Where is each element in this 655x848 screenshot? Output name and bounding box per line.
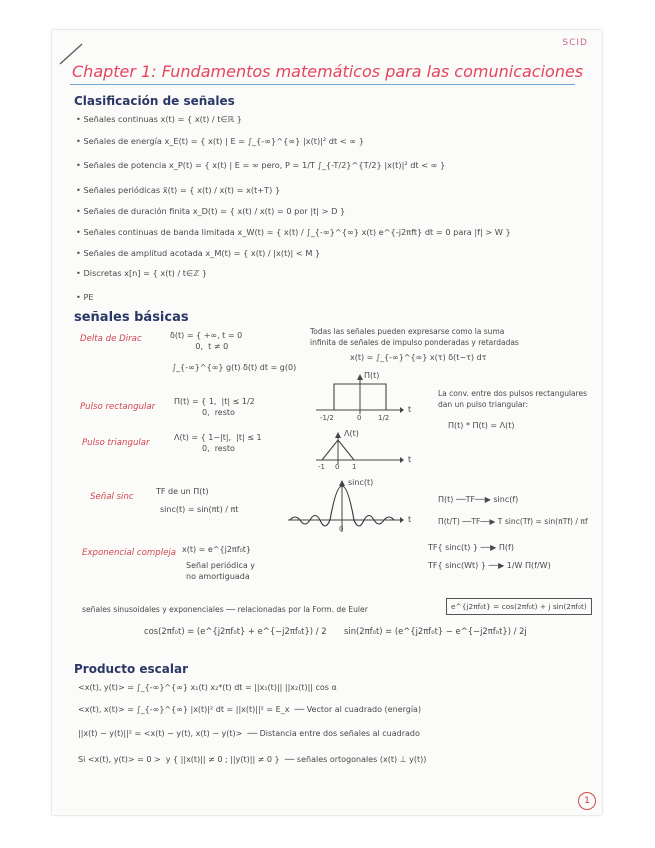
tri-tick-neg: -1 [318,463,325,471]
rect-graph-axis: t [408,405,412,414]
scalar-product-line-3: ||x(t) − y(t)||² = <x(t) − y(t), x(t) − y(t)> ── Distancia entre dos señales al cuadrado [78,729,420,738]
sinc-pair-1: Π(t) ──TF──▶ sinc(f) [438,495,519,504]
sinc-graph-title: sinc(t) [348,478,374,487]
class-item-continuous: • Señales continuas x(t) = { x(t) / t∈ℝ } [76,114,242,124]
sinc-pair-4: TF{ sinc(Wt) } ──▶ 1/W Π(f/W) [428,561,551,570]
conv-note: La conv. entre dos pulsos rectangulares dan un pulso triangular: [438,389,588,409]
class-item-energy: • Señales de energía x_E(t) = { x(t) | E = ∫_{-∞}^{∞} |x(t)|² dt < ∞ } [76,136,364,146]
rect-definition: Π(t) = { 1, |t| ≤ 1/2 0, resto [174,397,255,417]
tri-pulse-graph [314,430,404,472]
sinc-definition: sinc(t) = sin(πt) / πt [160,505,239,514]
class-item-finite-duration: • Señales de duración finita x_D(t) = { x(t) / x(t) = 0 por |t| > D } [76,206,346,216]
sinc-label: Señal sinc [90,492,134,502]
tri-tick-pos: 1 [352,463,357,471]
class-item-power: • Señales de potencia x_P(t) = { x(t) | E = ∞ pero, P = 1/T ∫_{-T/2}^{T/2} |x(t)|² dt < ∞ } [76,160,446,170]
class-item-pe: • PE [76,292,94,302]
sinc-tf-note: TF de un Π(t) [156,487,209,496]
rect-tick-zero: 0 [357,414,362,422]
delta-note: Todas las señales pueden expresarse como la suma infinita de señales de impulso ponderadas y retardadas [310,327,519,347]
sinc-tick-zero: 0 [339,525,344,533]
page-code: SCID [562,38,588,48]
scalar-product-line-4: Si <x(t), y(t)> = 0 > y { ||x(t)|| ≠ 0 ; ||y(t)|| ≠ 0 } ── señales ortogonales (x(t) ⊥ y(t)) [78,755,427,764]
tri-graph-axis: t [408,455,412,464]
scalar-product-line-1: <x(t), y(t)> = ∫_{-∞}^{∞} x₁(t) x₂*(t) dt = ||x₁(t)|| ||x₂(t)|| cos α [78,683,337,692]
class-item-periodic: • Señales periódicas x̃(t) = { x(t) / x(t) = x(t+T) } [76,185,281,195]
title-underline [70,84,575,85]
class-item-discrete: • Discretas x[n] = { x(t) / t∈ℤ } [76,268,208,278]
exp-definition: x(t) = e^{j2πf₀t} [182,545,251,554]
notebook-page [52,30,602,815]
class-item-band-limited: • Señales continuas de banda limitada x_W(t) = { x(t) / ∫_{-∞}^{∞} x(t) e^{-j2πft} dt = 0 para |f| > W } [76,227,511,237]
euler-boxed-formula: e^{j2πf₀t} = cos(2πf₀t) + j sin(2πf₀t) [446,598,592,615]
scalar-product-heading: Producto escalar [74,662,188,676]
tri-definition: Λ(t) = { 1−|t|, |t| ≤ 1 0, resto [174,433,262,453]
sinc-pair-2: Π(t/T) ──TF──▶ T sinc(Tf) = sin(πTf) / πf [438,517,588,526]
delta-formula: x(t) = ∫_{-∞}^{∞} x(τ) δ(t−τ) dτ [350,353,487,362]
scalar-product-line-2: <x(t), x(t)> = ∫_{-∞}^{∞} |x(t)|² dt = ||x(t)||² = E_x ── Vector al cuadrado (energía) [78,705,422,714]
sinc-graph [286,478,406,536]
rect-label: Pulso rectangular [80,402,156,412]
euler-relation-text: señales sinusoidales y exponenciales ── relacionadas por la Form. de Euler [82,605,368,614]
sinc-graph-axis: t [408,515,412,524]
rect-graph-title: Π(t) [364,371,380,380]
delta-label: Delta de Dirac [80,334,142,344]
conv-formula: Π(t) * Π(t) = Λ(t) [448,421,515,430]
delta-definition: δ(t) = { +∞, t = 0 0, t ≠ 0 [170,331,243,351]
delta-integral: ∫_{-∞}^{∞} g(t) δ(t) dt = g(0) [172,363,297,372]
tri-tick-zero: 0 [335,463,340,471]
exp-note: Señal periódica y no amortiguada [186,561,256,581]
page-number: 1 [578,792,596,810]
rect-tick-pos: 1/2 [378,414,390,422]
exp-label: Exponencial compleja [82,548,177,558]
sinc-pair-3: TF{ sinc(t) } ──▶ Π(f) [428,543,514,552]
tri-label: Pulso triangular [82,438,150,448]
class-item-bounded: • Señales de amplitud acotada x_M(t) = { x(t) / |x(t)| < M } [76,248,321,258]
classification-heading: Clasificación de señales [74,94,235,108]
chapter-title: Chapter 1: Fundamentos matemáticos para las comunicaciones [72,62,584,81]
basic-signals-heading: señales básicas [74,310,189,325]
tri-graph-title: Λ(t) [344,429,359,438]
rect-tick-neg: -1/2 [320,414,334,422]
euler-sin-formula: sin(2πf₀t) = (e^{j2πf₀t} − e^{−j2πf₀t}) / 2j [344,626,527,636]
euler-cos-formula: cos(2πf₀t) = (e^{j2πf₀t} + e^{−j2πf₀t}) / 2 [144,626,327,636]
